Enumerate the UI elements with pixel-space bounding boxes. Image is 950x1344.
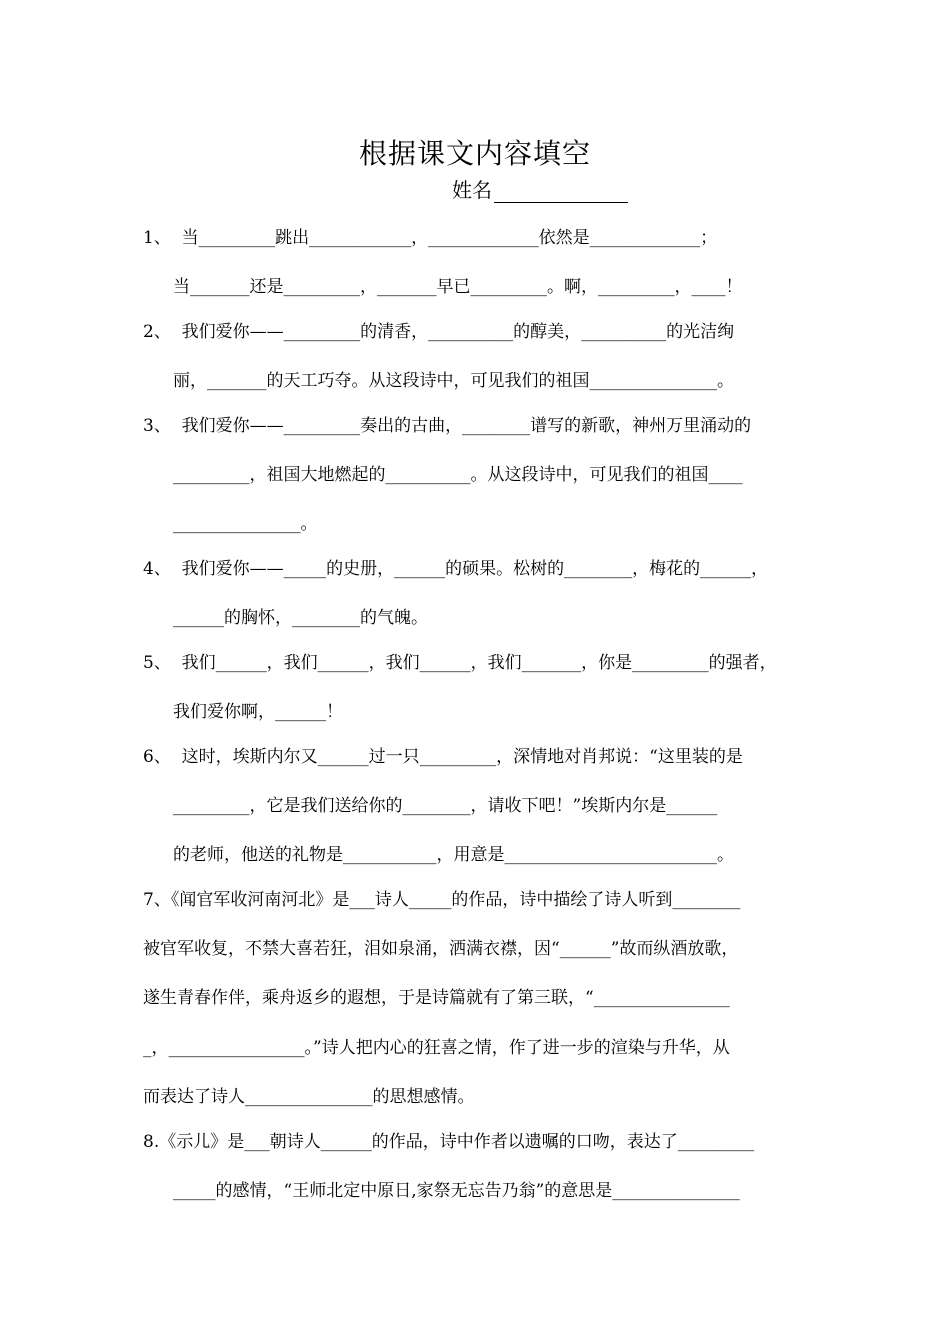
name-blank[interactable] xyxy=(494,180,628,203)
question-line: 6、 这时，埃斯内尔又______过一只_________，深情地对肖邦说：“这里装的是 xyxy=(143,747,743,767)
question-line: 7、《闻官军收河南河北》是___诗人_____的作品，诗中描绘了诗人听到________ xyxy=(143,890,741,910)
question-line: 1、 当_________跳出____________，_____________依然是_____________； xyxy=(143,228,718,248)
question-line: 而表达了诗人_______________的思想感情。 xyxy=(143,1087,475,1107)
question-line: 的老师，他送的礼物是___________，用意是_________________________。 xyxy=(173,845,734,865)
question-line: _________，它是我们送给你的________，请收下吧！”埃斯内尔是______ xyxy=(173,796,718,816)
name-field xyxy=(452,174,628,203)
question-line: 当_______还是_________，_______早已_________。啊，_________，____！ xyxy=(173,277,743,297)
question-line: ______的胸怀，________的气魄。 xyxy=(173,608,428,628)
question-line: 被官军收复，不禁大喜若狂，泪如泉涌，洒满衣襟，因“______”故而纵酒放歌， xyxy=(143,939,739,959)
question-line: 丽，_______的天工巧夺。从这段诗中，可见我们的祖国_______________。 xyxy=(173,371,734,391)
question-line: _________，祖国大地燃起的__________。从这段诗中，可见我们的祖国____ xyxy=(173,465,743,485)
question-line: 遂生青春作伴，乘舟返乡的遐想，于是诗篇就有了第三联，“________________ xyxy=(143,988,730,1008)
question-line: 3、 我们爱你——_________奏出的古曲，________谱写的新歌，神州万里涌动的 xyxy=(143,416,752,436)
question-line: 2、 我们爱你——_________的清香，__________的醇美，__________的光洁绚 xyxy=(143,322,735,342)
question-line: _____的感情，“王师北定中原日,家祭无忘告乃翁”的意思是_______________ xyxy=(173,1181,740,1201)
question-line: 5、 我们______，我们______，我们______，我们_______，你是_________的强者， xyxy=(143,653,777,673)
question-line: 4、 我们爱你——_____的史册，______的硕果。松树的________，梅花的______， xyxy=(143,559,769,579)
question-line: _，________________。”诗人把内心的狂喜之情，作了进一步的渲染与升华，从 xyxy=(143,1038,730,1058)
worksheet-title: 根据课文内容填空 xyxy=(358,137,591,170)
name-label: 姓名 xyxy=(452,178,492,202)
question-line: 我们爱你啊，______！ xyxy=(173,702,343,722)
question-line: _______________。 xyxy=(173,514,318,534)
question-line: 8.《示儿》是___朝诗人______的作品，诗中作者以遗嘱的口吻，表达了_________ xyxy=(143,1132,755,1152)
